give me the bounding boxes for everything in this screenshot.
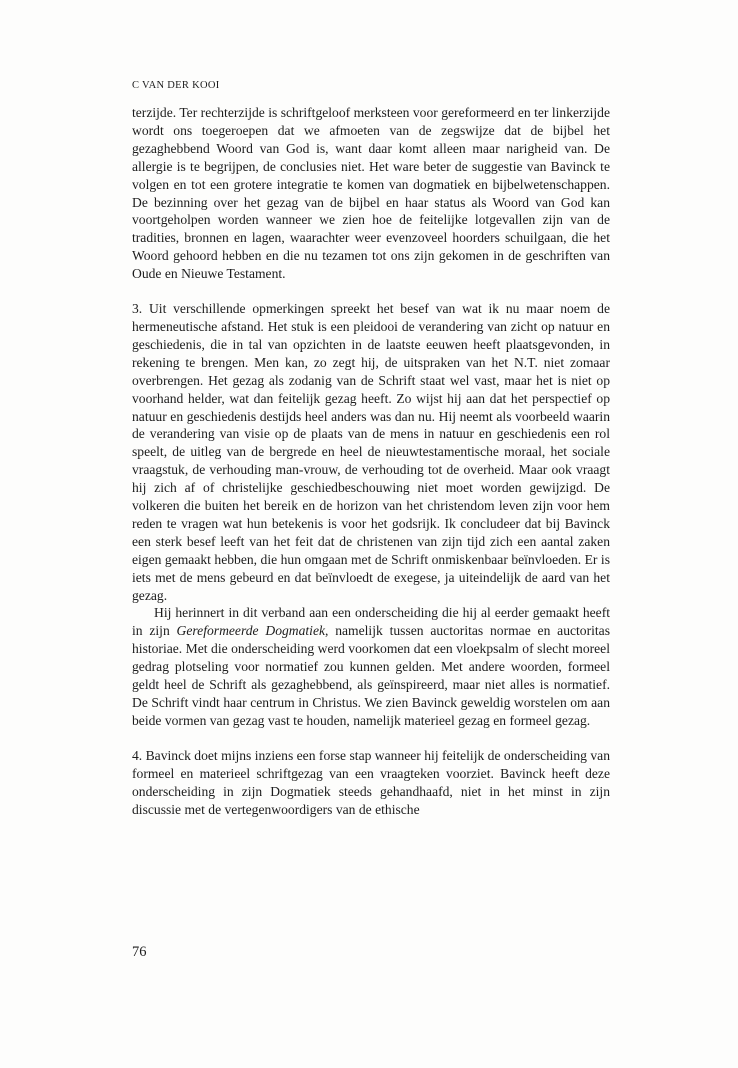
paragraph-text: , namelijk tussen auctoritas normae en auctoritas historiae. Met die onderscheiding werd voorkomen dat een vloekpsalm of slecht moreel gedrag plotseling voor normatief zou kunnen gelden. Met andere woorden, formeel geldt heel de Schrift als gezaghebbend, als geïnspireerd, maar niet alles is normatief. De Schrift vindt haar centrum in Christus. We zien Bavinck geweldig worstelen om aan beide vormen van gezag vast te houden, namelijk materieel gezag en formeel gezag. — [132, 623, 610, 728]
paragraph-section-4: 4. Bavinck doet mijns inziens een forse stap wanneer hij feitelijk de onderscheiding van formeel en materieel schriftgezag van een vraagteken voorziet. Bavinck heeft deze onderscheiding in zijn Dogmatiek steeds gehandhaafd, niet in het minst in zijn discussie met de vertegenwoordigers van de ethische — [132, 747, 610, 817]
paragraph-continuation: terzijde. Ter rechterzijde is schriftgeloof merksteen voor gereformeerd en ter linkerzijde wordt ons toegeroepen dat we afmoeten van de zegswijze dat de bijbel het gezaghebbend Woord van God is, want daar komt alleen maar narigheid van. De allergie is te begrijpen, de conclusies niet. Het ware beter de suggestie van Bavinck te volgen en tot een grotere integratie te komen van dogmatiek en bijbelwetenschappen. De bezinning over het gezag van de bijbel en haar status als Woord van God kan voortgeholpen worden wanneer we zien hoe de feitelijke lotgevallen zijn van de tradities, bronnen en lagen, waarachter weer evenzoveel hoorders schuilgaan, die het Woord gehoord hebben en die nu tezamen tot ons zijn gekomen in de geschriften van Oude en Nieuwe Testament. — [132, 105, 610, 282]
body-text — [132, 104, 610, 818]
paragraph-text: Hij herinnert in dit verband aan een onderscheiding die hij al eerder gemaakt heeft in zijn — [132, 605, 610, 639]
book-title: Gereformeerde Dogmatiek — [176, 623, 326, 639]
paragraph-section-3: 3. Uit verschillende opmerkingen spreekt het besef van wat ik nu maar noem de hermeneutische afstand. Het stuk is een pleidooi de verandering van zicht op natuur en geschiedenis, die in tal van opzichten in de laatste eeuwen heeft plaatsgevonden, in rekening te brengen. Men kan, zo zegt hij, de uitspraken van het N.T. niet zomaar overbrengen. Het gezag als zodanig van de Schrift staat wel vast, maar het is niet op voorhand helder, wat dan feitelijk gezag heeft. Zo wijst hij aan dat het perspectief op natuur en geschiedenis destijds heel anders was dan nu. Hij neemt als voorbeeld waarin de verandering van visie op de plaats van de mens in natuur en geschiedenis een rol speelt, de uitleg van de bergrede en heel de nieuwtestamentische moraal, het sociale vraagstuk, de verhouding man-vrouw, de verhouding tot de overheid. Maar ook vraagt hij zich af of christelijke geschiedbeschouwing niet moet worden gewijzigd. De volkeren die buiten het bereik en de horizon van het christendom leven zijn voor hem reden te vragen wat hun betekenis is voor het godsrijk. Ik concludeer dat bij Bavinck een sterk besef leeft van het feit dat de christenen van zijn tijd zich een aantal zaken eigen gemaakt hebben, die hun omgaan met de Schrift onmiskenbaar beïnvloeden. Er is iets met de mens gebeurd en dat beïnvloedt de exegese, ja uiteindelijk de aard van het gezag. — [132, 301, 610, 603]
running-head: C VAN DER KOOI — [132, 80, 220, 91]
page-number: 76 — [132, 944, 147, 960]
paragraph-hij-herinnert — [132, 604, 610, 729]
